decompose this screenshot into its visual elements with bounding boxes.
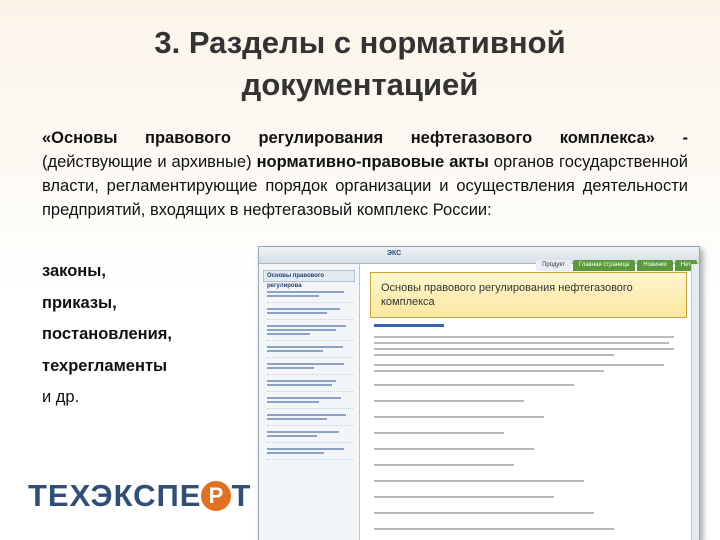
text-line <box>374 480 584 482</box>
text-line <box>374 432 504 434</box>
logo-mark: Р <box>201 481 231 511</box>
intro-paragraph <box>42 126 688 222</box>
logo-text-left: ТЕХЭКСПЕ <box>28 478 202 513</box>
sidebar-item[interactable] <box>267 341 353 358</box>
list-item: постановления, <box>42 325 172 343</box>
content-banner <box>370 272 687 318</box>
document-type-list <box>42 256 172 414</box>
text-line <box>374 496 554 498</box>
sidebar-item[interactable] <box>267 358 353 375</box>
techexpert-logo <box>28 478 251 518</box>
list-item: и др. <box>42 388 80 406</box>
text-line <box>374 384 574 386</box>
tab-new[interactable]: Новинки <box>637 260 673 271</box>
text-line <box>374 512 594 514</box>
sidebar-item[interactable] <box>267 392 353 409</box>
text-line <box>374 464 514 466</box>
tab-product[interactable]: Продукт <box>536 260 571 271</box>
text-line <box>374 400 524 402</box>
tab-home[interactable]: Главная страница <box>573 260 635 271</box>
list-item: законы, <box>42 262 106 280</box>
app-sidebar <box>259 264 360 540</box>
sidebar-item[interactable] <box>267 426 353 443</box>
app-screenshot <box>258 246 700 540</box>
sidebar-header: Основы правового регулирова <box>263 270 355 282</box>
logo-text-right: Т <box>231 478 252 513</box>
banner-title: Основы правового регулирования нефтегазового комплекса <box>381 282 633 308</box>
intro-text-1: (действующие и архивные) <box>42 153 257 171</box>
sidebar-item[interactable] <box>267 409 353 426</box>
text-line <box>374 336 674 338</box>
app-brand: ЭКС <box>387 250 402 257</box>
intro-bold-term: нормативно-правовые акты <box>256 153 489 171</box>
text-line <box>374 416 544 418</box>
list-item: приказы, <box>42 293 117 312</box>
text-line <box>374 354 614 356</box>
intro-text-2: органов государственной власти, регламентирующие порядок организации и осуществления деятельности предприятий, входящих в нефтегазовый комплекс России: <box>42 153 688 219</box>
text-line <box>374 364 664 366</box>
intro-bold-title: «Основы правового регулирования нефтегазового комплекса» - <box>42 129 688 147</box>
content-link[interactable] <box>374 324 444 327</box>
sidebar-item[interactable] <box>267 320 353 341</box>
slide-title: 3. Разделы с нормативной документацией <box>154 25 566 102</box>
text-line <box>374 528 614 530</box>
sidebar-item[interactable] <box>267 443 353 460</box>
text-line <box>374 342 669 344</box>
app-content <box>360 264 699 540</box>
app-scrollbar[interactable] <box>691 264 699 540</box>
text-line <box>374 348 674 350</box>
list-item: техрегламенты <box>42 356 168 375</box>
tab-other[interactable]: Нет <box>675 260 697 271</box>
sidebar-item[interactable] <box>267 375 353 392</box>
sidebar-item[interactable] <box>267 303 353 320</box>
text-line <box>374 448 534 450</box>
text-line <box>374 370 604 372</box>
